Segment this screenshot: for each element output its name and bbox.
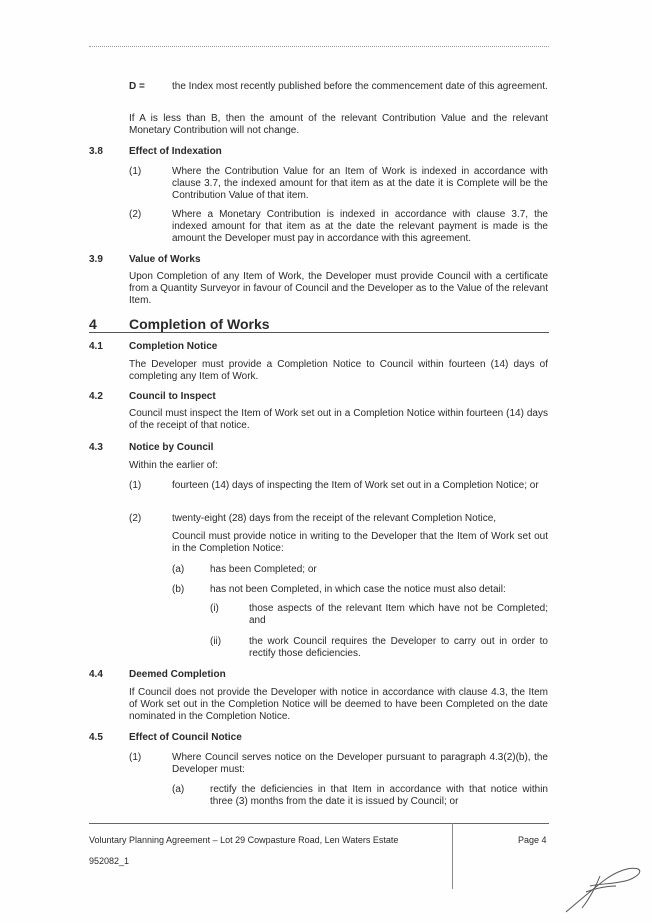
s45-sub-a-text: rectify the deficiencies in that Item in accordance with that notice within three (3) months from the date it is issued by Council; or bbox=[210, 784, 548, 807]
section-4-2-title: Council to Inspect bbox=[129, 391, 216, 402]
section-3-9-number: 3.9 bbox=[89, 254, 103, 265]
index-def-label: D = bbox=[129, 81, 145, 92]
section-4-1-title: Completion Notice bbox=[129, 341, 218, 352]
s43-sub-a-text: has been Completed; or bbox=[210, 564, 317, 575]
section-4-1-number: 4.1 bbox=[89, 341, 103, 352]
s43-item-2-num: (2) bbox=[129, 513, 142, 524]
section-4-3-title: Notice by Council bbox=[129, 442, 214, 453]
section-4-2-text: Council must inspect the Item of Work set out in a Completion Notice within fourteen (14) days of the receipt of that notice. bbox=[129, 408, 548, 431]
section-4-2-number: 4.2 bbox=[89, 391, 103, 402]
section-3-8-title: Effect of Indexation bbox=[129, 146, 222, 157]
section-4-4-text: If Council does not provide the Developer with notice in accordance with clause 4.3, the Item of Work set out in the Completion Notice will be deemed to have been Completed on the date nominated in the Completion Notice. bbox=[129, 687, 548, 722]
s43-subsub-ii-text: the work Council requires the Developer to carry out in order to rectify those deficiencies. bbox=[249, 636, 548, 659]
s43-item-1-text: fourteen (14) days of inspecting the Item of Work set out in a Completion Notice; or bbox=[172, 480, 539, 491]
index-note: If A is less than B, then the amount of the relevant Contribution Value and the relevant Monetary Contribution will not change. bbox=[129, 113, 548, 136]
s45-item-1-text: Where Council serves notice on the Developer pursuant to paragraph 4.3(2)(b), the Developer must: bbox=[172, 752, 548, 775]
s45-sub-a-num: (a) bbox=[172, 784, 185, 795]
section-4-5-title: Effect of Council Notice bbox=[129, 732, 242, 743]
s43-sub-b-text: has not been Completed, in which case the notice must also detail: bbox=[210, 584, 506, 595]
s43-sub-a-num: (a) bbox=[172, 564, 185, 575]
s38-item-2-text: Where a Monetary Contribution is indexed in accordance with clause 3.7, the indexed amount for that item as at the date the relevant payment is made is the amount the Developer must pay in accordance with this agreement. bbox=[172, 209, 548, 244]
footer-rule bbox=[89, 823, 549, 824]
s43-subsub-i-num: (i) bbox=[210, 603, 219, 614]
s43-subsub-ii-num: (ii) bbox=[210, 636, 222, 647]
section-4-1-text: The Developer must provide a Completion Notice to Council within fourteen (14) days of completing any Item of Work. bbox=[129, 359, 548, 382]
top-rule bbox=[89, 46, 549, 47]
s38-item-1-num: (1) bbox=[129, 166, 142, 177]
section-4-4-number: 4.4 bbox=[89, 669, 103, 680]
s43-sub-b-num: (b) bbox=[172, 584, 185, 595]
s45-item-1-num: (1) bbox=[129, 752, 142, 763]
index-def-text: the Index most recently published before the commencement date of this agreement. bbox=[172, 81, 548, 92]
footer-page: Page 4 bbox=[518, 835, 547, 845]
section-3-9-title: Value of Works bbox=[129, 254, 201, 265]
section-4-5-number: 4.5 bbox=[89, 732, 103, 743]
section-4-rule bbox=[89, 332, 549, 333]
s38-item-2-num: (2) bbox=[129, 209, 142, 220]
s43-item-2-text: twenty-eight (28) days from the receipt of the relevant Completion Notice, bbox=[172, 513, 497, 524]
section-4-4-title: Deemed Completion bbox=[129, 669, 226, 680]
section-4-3-number: 4.3 bbox=[89, 442, 103, 453]
s38-item-1-text: Where the Contribution Value for an Item of Work is indexed in accordance with clause 3.7, the indexed amount for that item as at the date it is Complete will be the Contribution Value of that item. bbox=[172, 166, 548, 201]
s43-item-1-num: (1) bbox=[129, 480, 142, 491]
footer-separator bbox=[452, 823, 453, 889]
section-4-3-intro: Within the earlier of: bbox=[129, 460, 218, 471]
section-3-9-text: Upon Completion of any Item of Work, the Developer must provide Council with a certificate from a Quantity Surveyor in favour of Council and the Developer as to the Value of the relevant Item. bbox=[129, 271, 548, 306]
footer-title: Voluntary Planning Agreement – Lot 29 Cowpasture Road, Len Waters Estate bbox=[89, 835, 399, 845]
section-4-number: 4 bbox=[89, 316, 97, 332]
s43-subsub-i-text: those aspects of the relevant Item which have not be Completed; and bbox=[249, 603, 548, 626]
section-4-title: Completion of Works bbox=[129, 316, 270, 332]
signature-icon bbox=[560, 862, 646, 918]
section-3-8-number: 3.8 bbox=[89, 146, 103, 157]
s43-council-text: Council must provide notice in writing to the Developer that the Item of Work set out in the Completion Notice: bbox=[172, 531, 548, 554]
footer-ref: 952082_1 bbox=[89, 856, 130, 866]
